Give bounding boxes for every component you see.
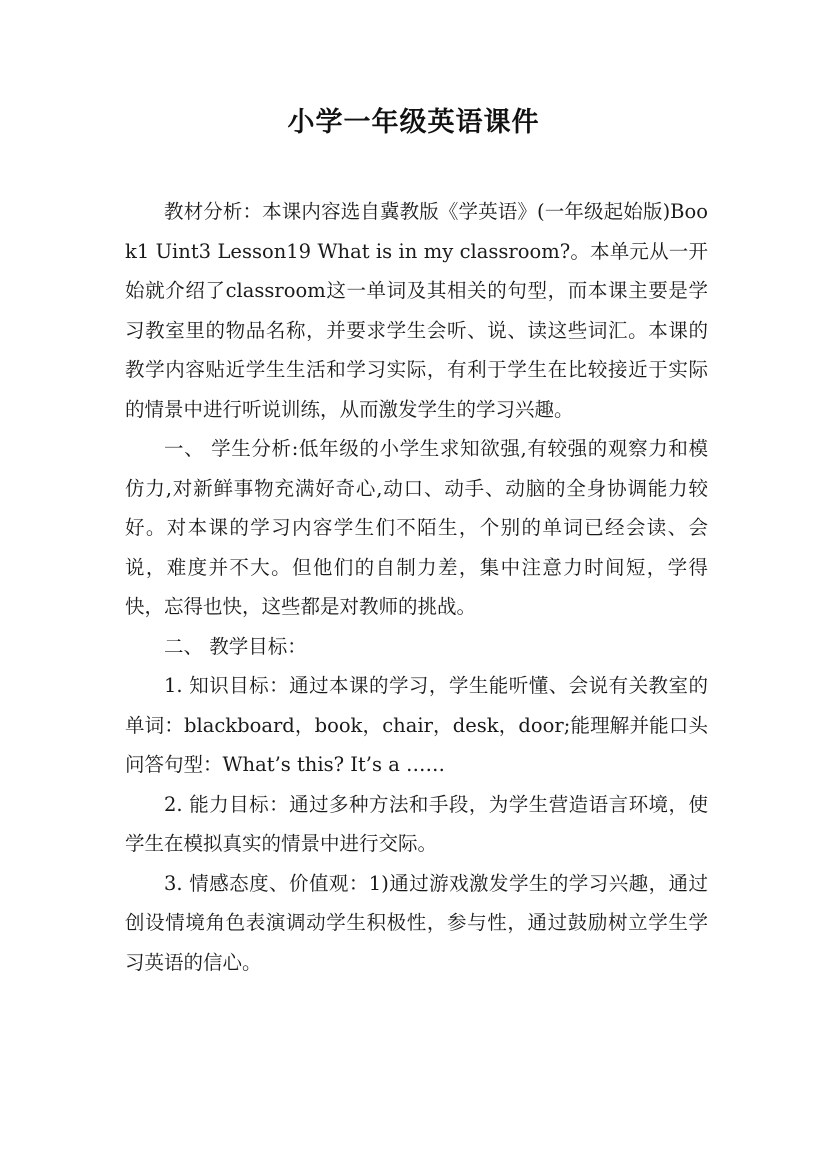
paragraph-knowledge-goal: 1. 知识目标：通过本课的学习，学生能听懂、会说有关教室的单词：blackboard，book，chair，desk，door;能理解并能口头问答句型：What’s this? It’s a …… <box>125 674 708 776</box>
paragraph-student-analysis: 一、 学生分析:低年级的小学生求知欲强,有较强的观察力和模仿力,对新鲜事物充满好奇心,动口、动手、动脑的全身协调能力较好。对本课的学习内容学生们不陌生，个别的单词已经会读、会说，难度并不大。但他们的自制力差，集中注意力时间短，学得快，忘得也快，这些都是对教师的挑战。 <box>125 437 708 618</box>
paragraph-teaching-goals-heading: 二、 教学目标： <box>164 634 307 658</box>
document-title: 小学一年级英语课件 <box>287 107 540 138</box>
paragraph-material-analysis: 教材分析：本课内容选自冀教版《学英语》(一年级起始版)Book1 Uint3 Lesson19 What is in my classroom?。本单元从一开始就介绍了classroom这一单词及其相关的句型，而本课主要是学习教室里的物品名称，并要求学生会听、说、读这些词汇。本课的教学内容贴近学生生活和学习实际，有利于学生在比较接近于实际的情景中进行听说训练，从而激发学生的学习兴趣。 <box>125 200 708 421</box>
document-body <box>125 192 708 982</box>
paragraph-attitude-goal: 3. 情感态度、价值观：1)通过游戏激发学生的学习兴趣，通过创设情境角色表演调动学生积极性，参与性，通过鼓励树立学生学习英语的信心。 <box>125 871 708 974</box>
paragraph-ability-goal: 2. 能力目标：通过多种方法和手段，为学生营造语言环境，使学生在模拟真实的情景中进行交际。 <box>125 792 708 855</box>
